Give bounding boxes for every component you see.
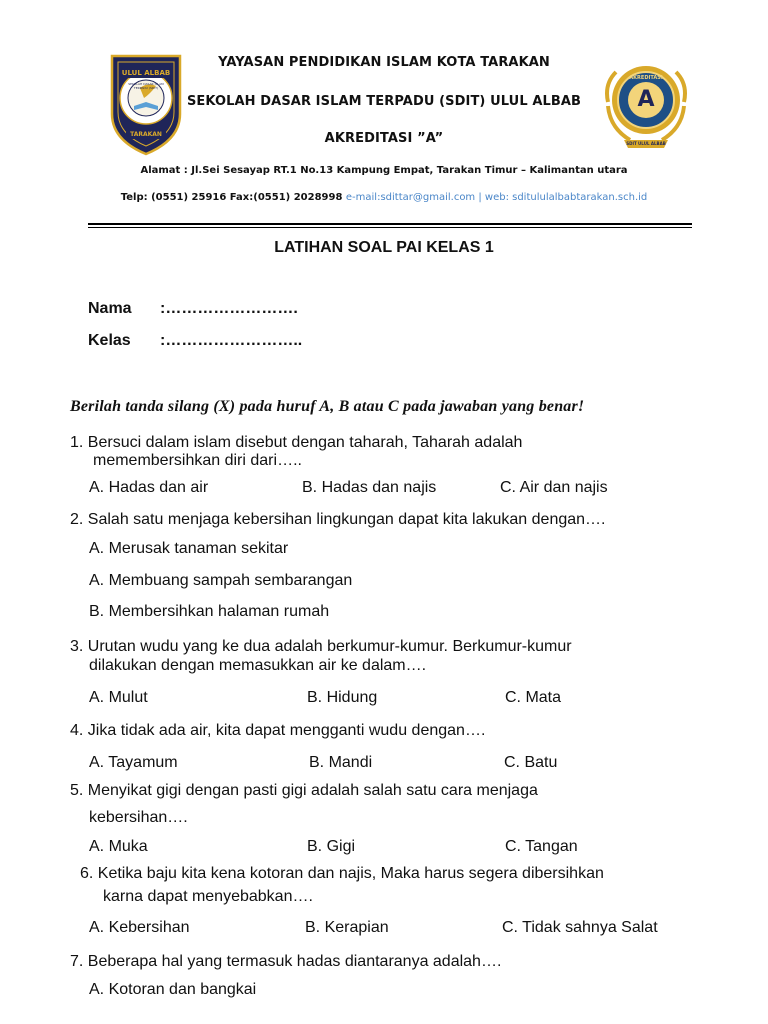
q6-option-b[interactable]: B. Kerapian (305, 919, 389, 936)
q3-option-a[interactable]: A. Mulut (89, 689, 148, 706)
q4-option-b[interactable]: B. Mandi (309, 754, 373, 771)
q4-option-a[interactable]: A. Tayamum (89, 754, 178, 771)
question-4: 4. Jika tidak ada air, kita dapat mengganti wudu dengan…. (70, 722, 486, 739)
address: Alamat : Jl.Sei Sesayap RT.1 No.13 Kampung Empat, Tarakan Timur – Kalimantan utara (140, 165, 628, 176)
question-3: 3. Urutan wudu yang ke dua adalah berkumur-kumur. Berkumur-kumur (70, 638, 572, 655)
q1-option-a[interactable]: A. Hadas dan air (89, 479, 209, 496)
accreditation-text: AKREDITASI ”A” (324, 131, 444, 146)
email-web: e-mail:sdittar@gmail.com | web: sditululalbabtarakan.sch.id (345, 192, 648, 203)
header-rule-thick (88, 223, 692, 225)
q2-option-1[interactable]: A. Merusak tanaman sekitar (89, 540, 289, 557)
question-5-cont: kebersihan…. (89, 809, 188, 826)
question-3-cont: dilakukan dengan memasukkan air ke dalam…. (89, 657, 427, 674)
foundation-name: YAYASAN PENDIDIKAN ISLAM KOTA TARAKAN (218, 55, 550, 70)
accreditation-ribbon-text: SDIT ULUL ALBAB (626, 141, 666, 146)
name-field[interactable]: :……………………. (160, 300, 298, 317)
q3-option-c[interactable]: C. Mata (505, 689, 562, 706)
question-1-cont: memembersihkan diri dari….. (93, 452, 302, 469)
school-logo-ring-text: SEKOLAH DASAR ISLAM TERPADU (SDIT) (128, 82, 164, 90)
school-logo-city: TARAKAN (130, 131, 162, 138)
q5-option-b[interactable]: B. Gigi (307, 838, 356, 855)
question-2: 2. Salah satu menjaga kebersihan lingkungan dapat kita lakukan dengan…. (70, 511, 606, 528)
q1-option-b[interactable]: B. Hadas dan najis (302, 479, 437, 496)
q1-option-c[interactable]: C. Air dan najis (500, 479, 608, 496)
q2-option-2[interactable]: A. Membuang sampah sembarangan (89, 572, 353, 589)
accreditation-grade: A (637, 87, 655, 112)
class-label: Kelas (88, 332, 131, 349)
q6-option-a[interactable]: A. Kebersihan (89, 919, 190, 936)
phone-fax: Telp: (0551) 25916 Fax:(0551) 2028998 (120, 192, 346, 203)
q5-option-a[interactable]: A. Muka (89, 838, 148, 855)
question-6: 6. Ketika baju kita kena kotoran dan najis, Maka harus segera dibersihkan (80, 865, 604, 882)
question-7: 7. Beberapa hal yang termasuk hadas diantaranya adalah…. (70, 953, 502, 970)
header-rule-thin (88, 227, 692, 228)
q2-option-3[interactable]: B. Membersihkan halaman rumah (89, 603, 330, 620)
page-title: LATIHAN SOAL PAI KELAS 1 (274, 239, 494, 256)
question-1: 1. Bersuci dalam islam disebut dengan taharah, Taharah adalah (70, 434, 523, 451)
q3-option-b[interactable]: B. Hidung (307, 689, 378, 706)
school-name: SEKOLAH DASAR ISLAM TERPADU (SDIT) ULUL ALBAB (186, 94, 582, 109)
q7-option-a[interactable]: A. Kotoran dan bangkai (89, 981, 257, 998)
question-5: 5. Menyikat gigi dengan pasti gigi adalah salah satu cara menjaga (70, 782, 538, 799)
accreditation-ring-text: AKREDITASI (629, 75, 663, 81)
instruction: Berilah tanda silang (X) pada huruf A, B atau C pada jawaban yang benar! (70, 398, 585, 415)
q6-option-c[interactable]: C. Tidak sahnya Salat (502, 919, 658, 936)
q5-option-c[interactable]: C. Tangan (505, 838, 578, 855)
name-label: Nama (88, 300, 132, 317)
school-logo-name: ULUL ALBAB (121, 69, 171, 77)
class-field[interactable]: :…………………….. (160, 332, 303, 349)
contact-line (0, 192, 768, 203)
question-6-cont: karna dapat menyebabkan…. (103, 888, 313, 905)
q4-option-c[interactable]: C. Batu (504, 754, 558, 771)
